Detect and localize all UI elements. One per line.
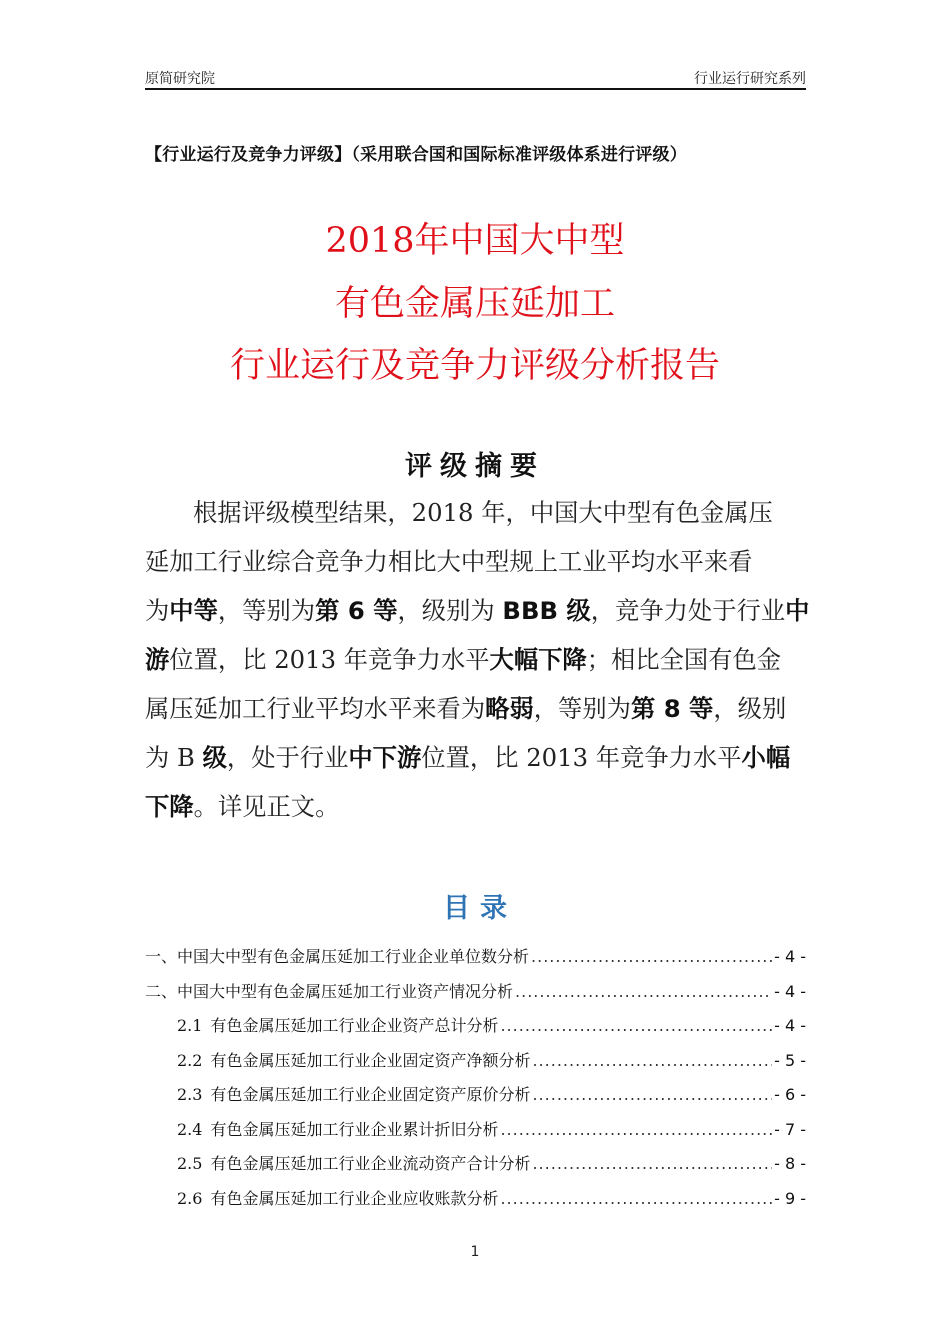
summary-emphasis: 中 bbox=[785, 596, 810, 625]
toc-leader-dots bbox=[532, 1147, 772, 1182]
toc-page-number: - 7 - bbox=[774, 1119, 806, 1139]
toc-entry-label bbox=[145, 940, 529, 975]
toc-page-number: - 4 - bbox=[774, 947, 806, 966]
summary-emphasis: BBB 级 bbox=[502, 596, 591, 625]
toc-entry[interactable] bbox=[145, 940, 806, 975]
toc-leader-dots bbox=[531, 940, 772, 975]
toc-entry-number: 2.6 bbox=[177, 1188, 203, 1208]
toc-leader-dots bbox=[500, 1182, 772, 1217]
summary-emphasis: 第 6 等 bbox=[315, 596, 398, 625]
toc-entry-text: 有色金属压延加工行业企业应收账款分析 bbox=[210, 1188, 499, 1208]
summary-line bbox=[145, 488, 807, 537]
toc-entry-label bbox=[177, 1078, 530, 1113]
summary-text: ；相比全国有色金 bbox=[586, 645, 782, 674]
summary-text: ，等别为 bbox=[533, 694, 631, 723]
summary-line bbox=[145, 684, 807, 733]
toc-page-number: - 8 - bbox=[774, 1154, 806, 1173]
toc-entry[interactable] bbox=[145, 1044, 806, 1079]
toc-page-number: - 4 - bbox=[774, 981, 806, 1001]
toc-entry-label bbox=[177, 1147, 530, 1182]
summary-text: 位置，比 2013 年竞争力水平 bbox=[169, 645, 490, 674]
header-series: 行业运行研究系列 bbox=[694, 71, 806, 87]
toc-leader-dots bbox=[500, 1113, 772, 1148]
summary-text: 根据评级模型结果，2018 年，中国大中型有色金属压 bbox=[193, 498, 773, 527]
toc-entry[interactable] bbox=[145, 1078, 806, 1113]
toc-entry-label bbox=[177, 1113, 498, 1148]
toc-entry-label bbox=[177, 1009, 498, 1044]
table-of-contents bbox=[145, 940, 806, 1216]
summary-text: 。详见正文。 bbox=[193, 792, 340, 821]
summary-text: ，级别为 bbox=[397, 596, 503, 625]
toc-entry-number: 2.4 bbox=[177, 1119, 203, 1139]
summary-text: 为 B bbox=[145, 743, 203, 772]
summary-text: 延加工行业综合竞争力相比大中型规上工业平均水平来看 bbox=[145, 547, 753, 576]
toc-entry-label bbox=[177, 1044, 530, 1079]
summary-text: ，竞争力处于行业 bbox=[590, 596, 786, 625]
summary-line bbox=[145, 733, 807, 782]
toc-entry-number: 2.3 bbox=[177, 1085, 203, 1104]
summary-emphasis: 级 bbox=[202, 743, 227, 772]
page-header bbox=[145, 66, 806, 88]
summary-emphasis: 中等 bbox=[169, 596, 218, 625]
summary-emphasis: 下降 bbox=[145, 792, 194, 821]
toc-entry-number: 2.2 bbox=[177, 1050, 203, 1070]
toc-entry-number: 2.1 bbox=[177, 1016, 203, 1035]
toc-entry[interactable] bbox=[145, 1147, 806, 1182]
toc-entry-text: 有色金属压延加工行业企业固定资产原价分析 bbox=[210, 1085, 531, 1104]
toc-page-number: - 5 - bbox=[774, 1050, 806, 1070]
toc-entry-text: 有色金属压延加工行业企业流动资产合计分析 bbox=[210, 1154, 531, 1173]
report-title-line-1: 2018年中国大中型 bbox=[325, 221, 625, 261]
page-number: 1 bbox=[470, 1244, 480, 1260]
toc-page-number: - 9 - bbox=[774, 1188, 806, 1208]
summary-line bbox=[145, 537, 807, 586]
toc-leader-dots bbox=[532, 1044, 772, 1079]
summary-paragraph bbox=[145, 488, 810, 831]
toc-page-number: - 4 - bbox=[774, 1016, 806, 1035]
toc-page-number: - 6 - bbox=[774, 1085, 806, 1104]
toc-entry-number: 2.5 bbox=[177, 1154, 203, 1173]
summary-text: ，等别为 bbox=[217, 596, 316, 625]
toc-leader-dots bbox=[532, 1078, 772, 1113]
header-divider bbox=[145, 88, 806, 90]
toc-leader-dots bbox=[515, 975, 772, 1010]
summary-emphasis: 略弱 bbox=[485, 694, 534, 723]
summary-text: 为 bbox=[145, 596, 170, 625]
summary-emphasis: 游 bbox=[145, 645, 170, 674]
summary-emphasis: 小幅 bbox=[741, 743, 791, 772]
toc-entry-text: 有色金属压延加工行业企业累计折旧分析 bbox=[210, 1119, 499, 1139]
summary-text: ，级别 bbox=[713, 694, 787, 723]
summary-line bbox=[145, 586, 810, 635]
summary-text: 属压延加工行业平均水平来看为 bbox=[145, 694, 486, 723]
summary-emphasis: 大幅下降 bbox=[489, 645, 587, 674]
toc-entry[interactable] bbox=[145, 1009, 806, 1044]
toc-entry[interactable] bbox=[145, 1113, 806, 1148]
toc-entry-label bbox=[177, 1182, 498, 1217]
summary-heading: 评级摘要 bbox=[405, 451, 545, 482]
report-title-line-2: 有色金属压延加工 bbox=[334, 284, 615, 324]
rating-method-line: 【行业运行及竞争力评级】（采用联合国和国际标准评级体系进行评级） bbox=[145, 145, 687, 165]
toc-entry[interactable] bbox=[145, 975, 806, 1010]
header-publisher: 原简研究院 bbox=[145, 71, 215, 87]
toc-leader-dots bbox=[500, 1009, 772, 1044]
toc-entry-number: 二、 bbox=[145, 981, 178, 1001]
summary-emphasis: 第 8 等 bbox=[630, 694, 714, 723]
summary-line bbox=[145, 635, 807, 684]
toc-entry-text: 中国大中型有色金属压延加工行业企业单位数分析 bbox=[177, 947, 530, 966]
summary-line bbox=[145, 782, 807, 831]
report-title-line-3: 行业运行及竞争力评级分析报告 bbox=[229, 346, 720, 386]
summary-emphasis: 中下游 bbox=[348, 743, 422, 772]
toc-entry[interactable] bbox=[145, 1182, 806, 1217]
toc-entry-label bbox=[145, 975, 513, 1010]
toc-entry-text: 有色金属压延加工行业企业固定资产净额分析 bbox=[210, 1050, 531, 1070]
toc-entry-text: 中国大中型有色金属压延加工行业资产情况分析 bbox=[177, 981, 514, 1001]
toc-heading: 目录 bbox=[443, 893, 517, 924]
toc-entry-text: 有色金属压延加工行业企业资产总计分析 bbox=[210, 1016, 499, 1035]
toc-entry-number: 一、 bbox=[145, 947, 178, 966]
summary-text: 位置，比 2013 年竞争力水平 bbox=[421, 743, 742, 772]
summary-text: ，处于行业 bbox=[226, 743, 349, 772]
